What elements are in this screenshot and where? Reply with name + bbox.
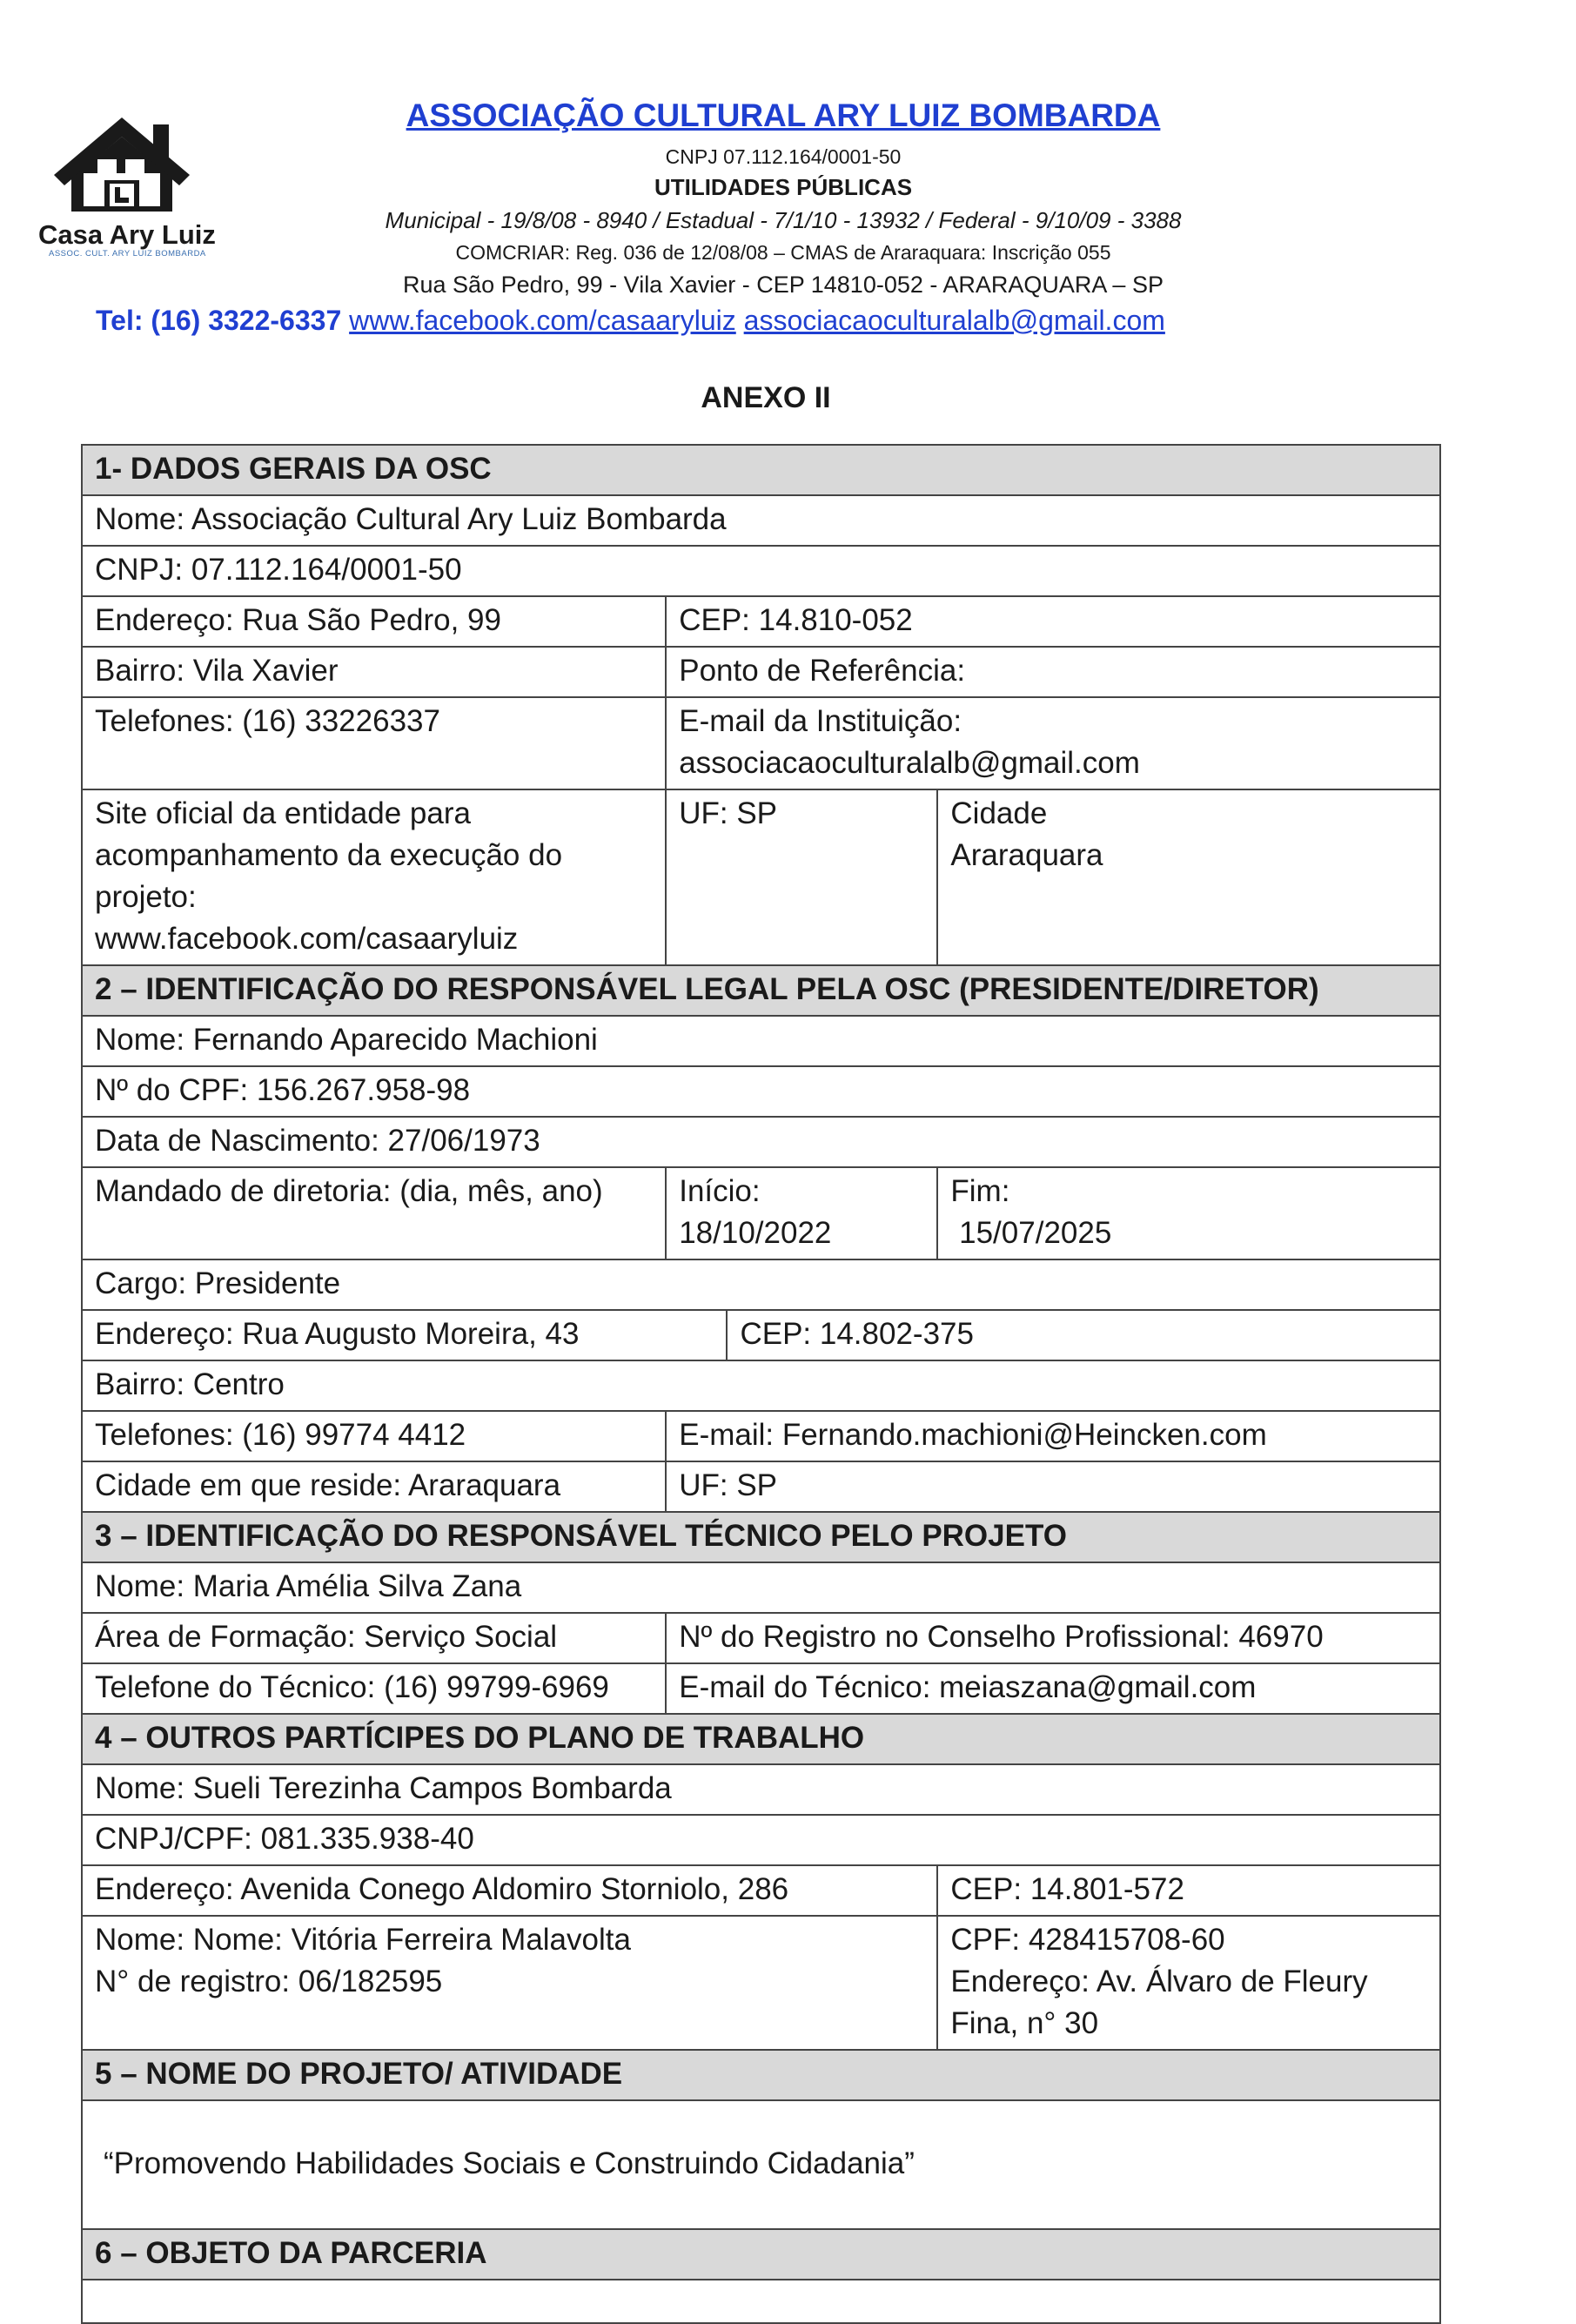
org-registros: Municipal - 19/8/08 - 8940 / Estadual - 7/1/10 - 13932 / Federal - 9/10/09 - 3388 bbox=[385, 207, 1182, 233]
legal-cep: CEP: 14.802-375 bbox=[727, 1310, 1440, 1360]
section-4-title: 4 – OUTROS PARTÍCIPES DO PLANO DE TRABALHO bbox=[82, 1714, 1440, 1764]
participant2-details-cell bbox=[937, 1916, 1440, 2050]
osc-site: www.facebook.com/casaaryluiz bbox=[95, 922, 519, 956]
participant2-name: Nome: Nome: Vitória Ferreira Malavolta bbox=[95, 1923, 631, 1957]
org-utilidades: UTILIDADES PÚBLICAS bbox=[654, 174, 913, 200]
legal-mandate: Mandado de diretoria: (dia, mês, ano) bbox=[82, 1167, 666, 1259]
legal-birthdate: Data de Nascimento: 27/06/1973 bbox=[82, 1117, 1440, 1167]
legal-bairro: Bairro: Centro bbox=[82, 1360, 1440, 1411]
osc-address: Endereço: Rua São Pedro, 99 bbox=[82, 596, 666, 647]
mandate-end-label: Fim: bbox=[950, 1174, 1010, 1208]
participant2-cell bbox=[82, 1916, 937, 2050]
tech-registration: Nº do Registro no Conselho Profissional: 46970 bbox=[666, 1613, 1440, 1663]
osc-name: Nome: Associação Cultural Ary Luiz Bombarda bbox=[82, 495, 1440, 546]
legal-name: Nome: Fernando Aparecido Machioni bbox=[82, 1016, 1440, 1066]
tech-area: Área de Formação: Serviço Social bbox=[82, 1613, 666, 1663]
participant-name: Nome: Sueli Terezinha Campos Bombarda bbox=[82, 1764, 1440, 1815]
legal-phones: Telefones: (16) 99774 4412 bbox=[82, 1411, 666, 1461]
osc-email-cell bbox=[666, 697, 1440, 789]
legal-role: Cargo: Presidente bbox=[82, 1259, 1440, 1310]
legal-email: E-mail: Fernando.machioni@Heincken.com bbox=[666, 1411, 1440, 1461]
legal-address: Endereço: Rua Augusto Moreira, 43 bbox=[82, 1310, 727, 1360]
participant-cnpj-cpf: CNPJ/CPF: 081.335.938-40 bbox=[82, 1815, 1440, 1865]
participant2-cpf: CPF: 428415708-60 bbox=[950, 1923, 1225, 1957]
osc-city-cell bbox=[937, 789, 1440, 965]
section-5-title: 5 – NOME DO PROJETO/ ATIVIDADE bbox=[82, 2050, 1440, 2100]
osc-bairro: Bairro: Vila Xavier bbox=[82, 647, 666, 697]
form-table bbox=[81, 444, 1441, 2324]
logo-name: Casa Ary Luiz bbox=[38, 219, 216, 250]
project-name-cell bbox=[82, 2100, 1440, 2229]
contact-phone: Tel: (16) 3322-6337 bbox=[96, 305, 342, 336]
mandate-start: 18/10/2022 bbox=[679, 1216, 832, 1250]
mandate-end: 15/07/2025 bbox=[950, 1216, 1112, 1250]
participant-cep: CEP: 14.801-572 bbox=[937, 1865, 1440, 1916]
org-cnpj: CNPJ 07.112.164/0001-50 bbox=[665, 145, 902, 168]
logo-subtitle: ASSOC. CULT. ARY LUIZ BOMBARDA bbox=[49, 249, 206, 259]
section-2-title: 2 – IDENTIFICAÇÃO DO RESPONSÁVEL LEGAL PELA OSC (PRESIDENTE/DIRETOR) bbox=[82, 965, 1440, 1016]
partnership-object bbox=[82, 2280, 1440, 2323]
osc-cep: CEP: 14.810-052 bbox=[666, 596, 1440, 647]
tech-name: Nome: Maria Amélia Silva Zana bbox=[82, 1562, 1440, 1613]
org-comcriar: COMCRIAR: Reg. 036 de 12/08/08 – CMAS de Araraquara: Inscrição 055 bbox=[455, 241, 1111, 264]
participant2-address: Endereço: Av. Álvaro de Fleury Fina, n° 30 bbox=[950, 1965, 1368, 2040]
mandate-start-label: Início: bbox=[679, 1174, 761, 1208]
mandate-end-cell bbox=[937, 1167, 1440, 1259]
osc-city-label: Cidade bbox=[950, 796, 1048, 830]
tech-phone: Telefone do Técnico: (16) 99799-6969 bbox=[82, 1663, 666, 1714]
participant-address: Endereço: Avenida Conego Aldomiro Storniolo, 286 bbox=[82, 1865, 937, 1916]
project-name: “Promovendo Habilidades Sociais e Construindo Cidadania” bbox=[104, 2146, 915, 2180]
contact-line bbox=[96, 305, 1165, 337]
org-title[interactable]: ASSOCIAÇÃO CULTURAL ARY LUIZ BOMBARDA bbox=[406, 97, 1161, 133]
org-address: Rua São Pedro, 99 - Vila Xavier - CEP 14810-052 - ARARAQUARA – SP bbox=[403, 272, 1164, 298]
osc-site-cell bbox=[82, 789, 666, 965]
osc-reference-point: Ponto de Referência: bbox=[666, 647, 1440, 697]
osc-email: associacaoculturalalb@gmail.com bbox=[679, 746, 1140, 780]
osc-city: Araraquara bbox=[950, 838, 1103, 872]
mandate-start-cell bbox=[666, 1167, 937, 1259]
osc-uf: UF: SP bbox=[666, 789, 937, 965]
osc-phones: Telefones: (16) 33226337 bbox=[82, 697, 666, 789]
legal-cpf: Nº do CPF: 156.267.958-98 bbox=[82, 1066, 1440, 1117]
section-3-title: 3 – IDENTIFICAÇÃO DO RESPONSÁVEL TÉCNICO PELO PROJETO bbox=[82, 1512, 1440, 1562]
email-link[interactable]: associacaoculturalalb@gmail.com bbox=[743, 305, 1165, 336]
annex-title: ANEXO II bbox=[701, 381, 831, 414]
section-6-title: 6 – OBJETO DA PARCERIA bbox=[82, 2229, 1440, 2280]
section-1-title: 1- DADOS GERAIS DA OSC bbox=[82, 445, 1440, 495]
tech-email: E-mail do Técnico: meiaszana@gmail.com bbox=[666, 1663, 1440, 1714]
osc-email-label: E-mail da Instituição: bbox=[679, 704, 962, 738]
facebook-link[interactable]: www.facebook.com/casaaryluiz bbox=[349, 305, 736, 336]
legal-uf: UF: SP bbox=[666, 1461, 1440, 1512]
osc-site-label: Site oficial da entidade para acompanhamento da execução do projeto: bbox=[95, 796, 563, 914]
participant2-registration: N° de registro: 06/182595 bbox=[95, 1965, 443, 1998]
legal-city: Cidade em que reside: Araraquara bbox=[82, 1461, 666, 1512]
osc-cnpj: CNPJ: 07.112.164/0001-50 bbox=[82, 546, 1440, 596]
